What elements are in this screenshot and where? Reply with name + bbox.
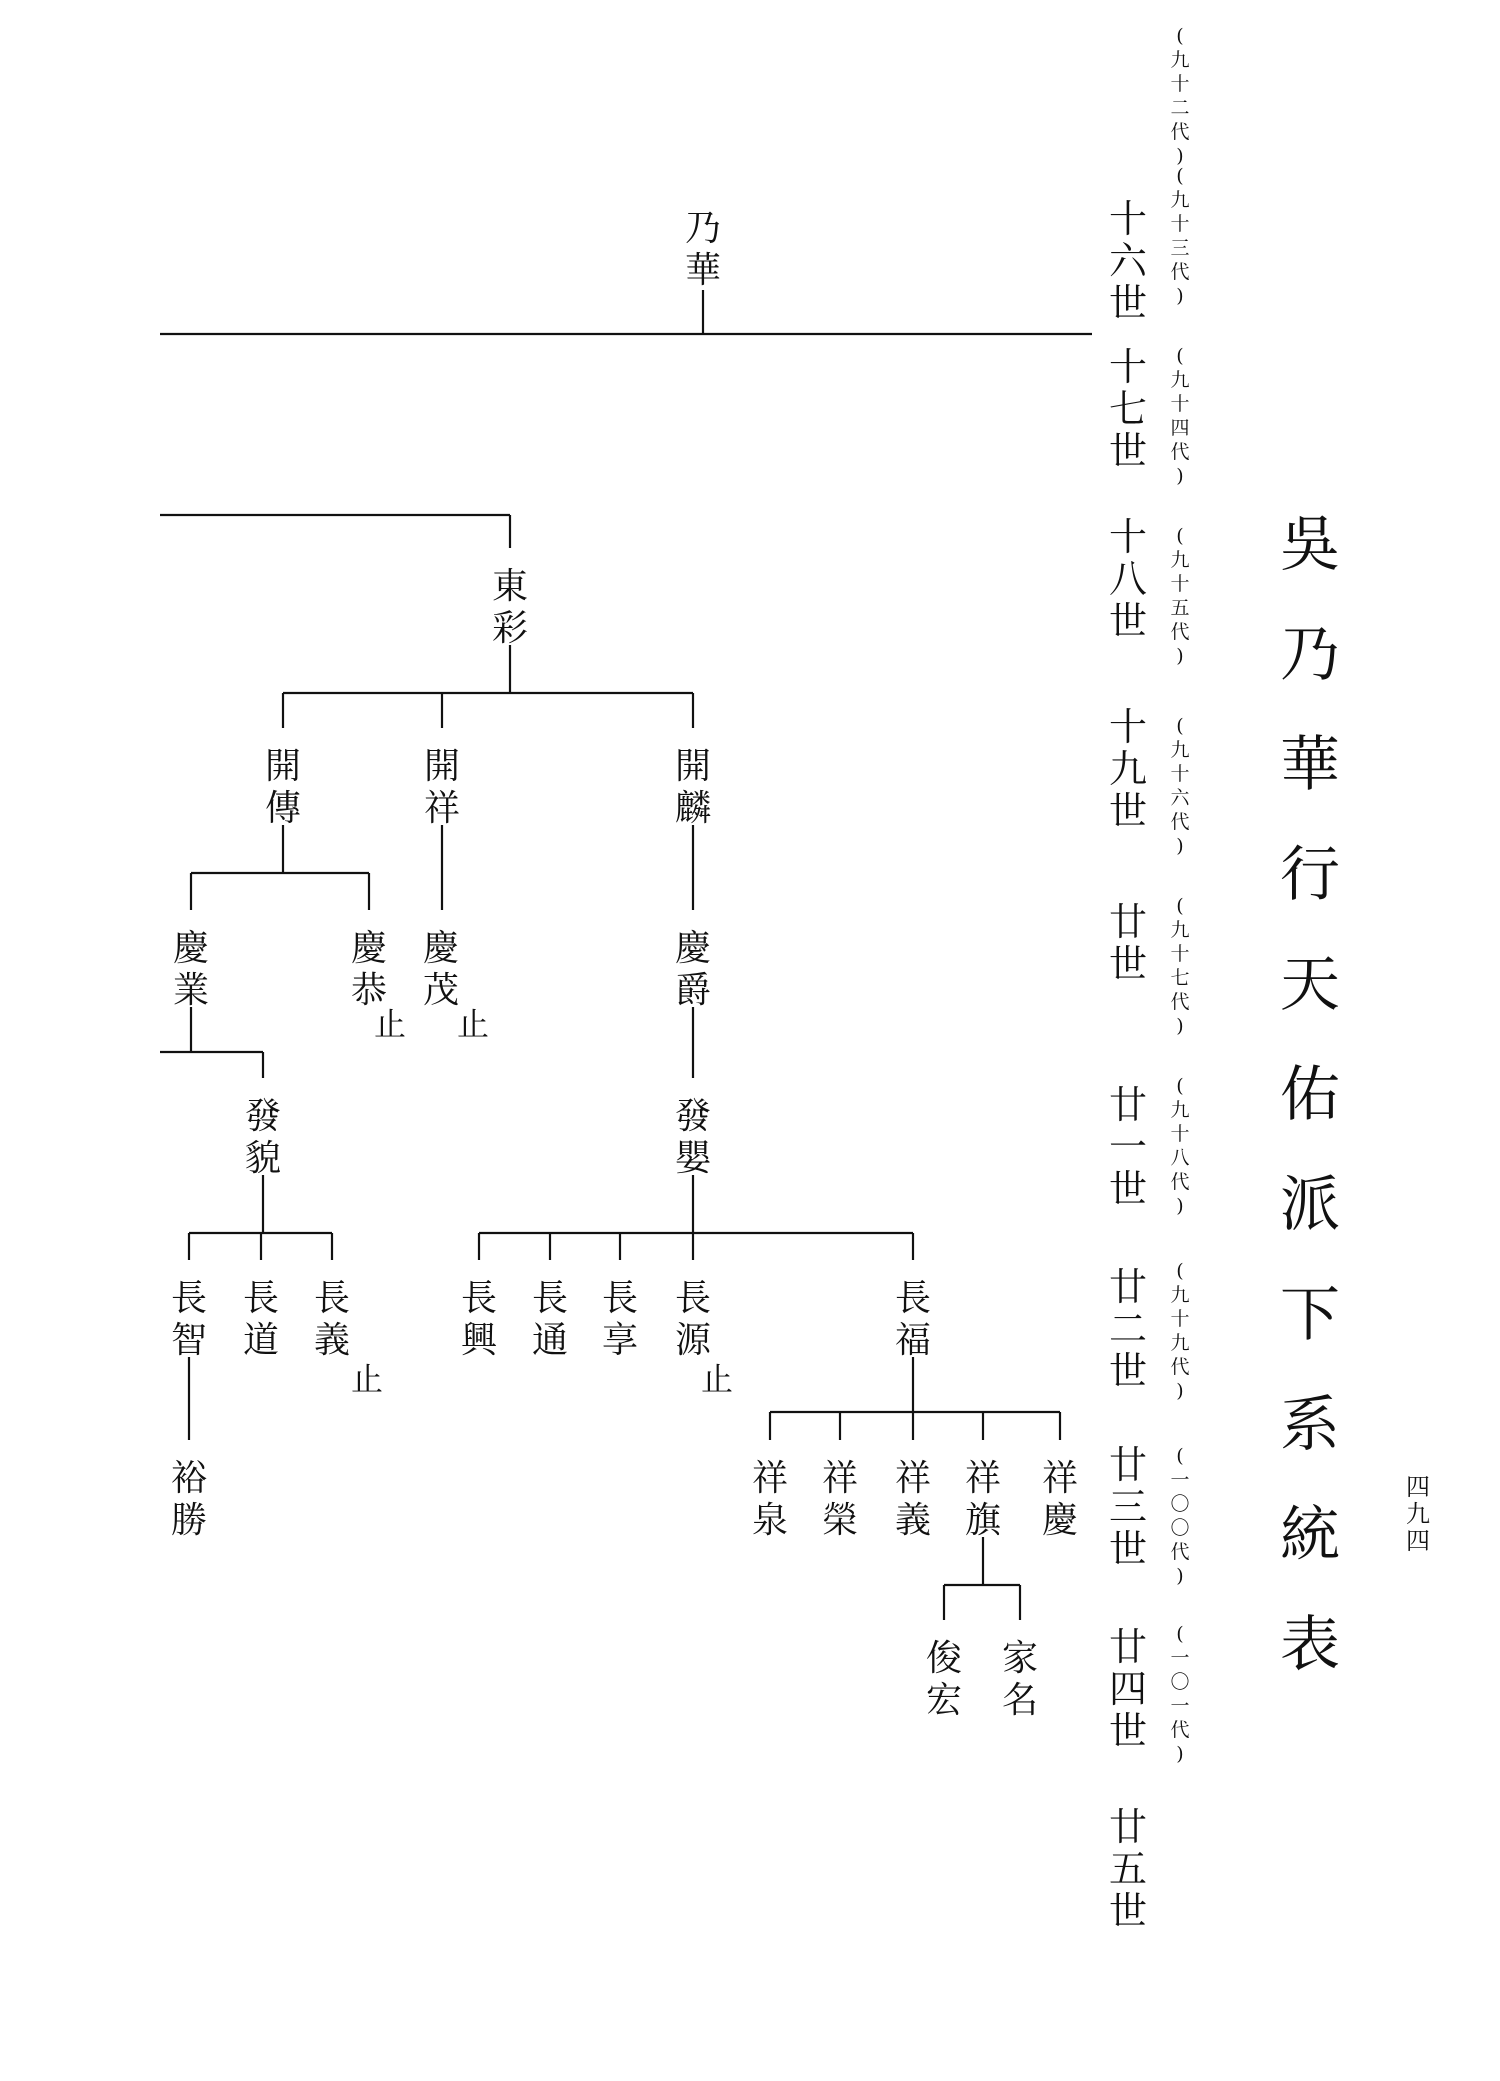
svg-text:祥旗: 祥旗 xyxy=(964,1458,1002,1541)
person-kai-lin xyxy=(675,746,711,829)
svg-text:慶爵: 慶爵 xyxy=(674,928,712,1011)
svg-text:開祥: 開祥 xyxy=(423,746,461,829)
svg-text:吳乃華行天佑派下系統表: 吳乃華行天佑派下系統表 xyxy=(1280,510,1340,1680)
person-kai-chuan xyxy=(265,746,301,829)
generation-label xyxy=(1109,1265,1147,1393)
generation-label xyxy=(1109,1083,1147,1211)
svg-text:發嬰: 發嬰 xyxy=(674,1096,712,1179)
person-chang-heng xyxy=(602,1278,638,1361)
svg-text:(九十七代): (九十七代) xyxy=(1170,895,1190,1037)
svg-text:廿五世: 廿五世 xyxy=(1108,1805,1148,1933)
stop-mark: 止 xyxy=(350,1360,384,1398)
svg-text:長通: 長通 xyxy=(531,1278,569,1361)
svg-text:十八世: 十八世 xyxy=(1108,515,1148,643)
svg-text:長享: 長享 xyxy=(601,1278,639,1361)
person-fa-mao xyxy=(245,1096,281,1179)
svg-text:(一〇一代): (一〇一代) xyxy=(1170,1623,1190,1765)
person-qing-ye xyxy=(173,928,209,1011)
family-tree xyxy=(171,208,1078,1721)
svg-text:長道: 長道 xyxy=(242,1278,280,1361)
person-jun-hong xyxy=(926,1638,962,1721)
svg-text:裕勝: 裕勝 xyxy=(170,1458,208,1541)
svg-text:十七世: 十七世 xyxy=(1108,345,1148,473)
person-nai-hua xyxy=(685,208,721,291)
svg-text:祥泉: 祥泉 xyxy=(751,1458,789,1541)
svg-text:祥義: 祥義 xyxy=(894,1458,932,1541)
generation-label xyxy=(1109,515,1147,643)
person-chang-yi xyxy=(314,1278,350,1361)
svg-text:十六世: 十六世 xyxy=(1108,197,1148,325)
generation-label xyxy=(1109,705,1147,833)
generation-dai xyxy=(1170,895,1189,1037)
generation-dai xyxy=(1170,715,1190,857)
svg-text:四九四: 四九四 xyxy=(1406,1473,1430,1555)
generation-dai xyxy=(1170,345,1189,487)
svg-text:祥榮: 祥榮 xyxy=(821,1458,859,1541)
generation-column xyxy=(1109,25,1191,1933)
generation-label xyxy=(1109,1625,1147,1753)
generation-label xyxy=(1109,1443,1147,1571)
person-xiang-qi xyxy=(965,1458,1001,1541)
person-chang-zhi xyxy=(171,1278,207,1361)
page-title xyxy=(1280,510,1340,1680)
svg-text:長義: 長義 xyxy=(313,1278,351,1361)
generation-label xyxy=(1109,345,1147,473)
generation-dai xyxy=(1170,525,1189,667)
person-chang-tong xyxy=(532,1278,568,1361)
generation-dai xyxy=(1170,1075,1189,1217)
generation-label xyxy=(1109,197,1148,325)
person-qing-gong xyxy=(351,928,387,1011)
person-fa-ying xyxy=(675,1096,712,1179)
person-yu-sheng xyxy=(171,1458,207,1541)
svg-text:廿二世: 廿二世 xyxy=(1108,1265,1148,1393)
svg-text:長智: 長智 xyxy=(170,1278,208,1361)
svg-text:東彩: 東彩 xyxy=(491,566,529,649)
page-number xyxy=(1406,1473,1430,1555)
generation-dai xyxy=(1170,1623,1189,1765)
svg-text:開傳: 開傳 xyxy=(264,746,302,829)
person-chang-xing xyxy=(461,1278,499,1361)
svg-text:乃華: 乃華 xyxy=(684,208,722,291)
svg-text:(九十六代): (九十六代) xyxy=(1170,715,1190,857)
person-xiang-qing xyxy=(1042,1458,1078,1541)
svg-text:(九十四代): (九十四代) xyxy=(1170,345,1190,487)
svg-text:家名: 家名 xyxy=(1001,1638,1039,1721)
svg-text:(九十三代): (九十三代) xyxy=(1170,165,1190,307)
svg-text:(九十八代): (九十八代) xyxy=(1170,1075,1190,1217)
person-kai-xiang xyxy=(424,746,460,829)
svg-text:長源: 長源 xyxy=(674,1278,712,1361)
person-xiang-yi xyxy=(895,1458,931,1541)
generation-label xyxy=(1109,900,1147,986)
svg-text:廿一世: 廿一世 xyxy=(1108,1083,1148,1211)
svg-text:開麟: 開麟 xyxy=(674,746,712,829)
svg-text:長興: 長興 xyxy=(460,1278,498,1361)
generation-dai xyxy=(1170,1445,1189,1587)
generation-dai xyxy=(1170,25,1189,167)
svg-text:慶恭: 慶恭 xyxy=(350,928,388,1011)
person-qing-jue xyxy=(675,928,711,1011)
generation-dai xyxy=(1170,165,1189,307)
person-qing-mao xyxy=(423,928,459,1011)
svg-text:慶茂: 慶茂 xyxy=(422,928,460,1011)
svg-text:廿世: 廿世 xyxy=(1108,900,1148,986)
stop-mark: 止 xyxy=(456,1005,490,1043)
person-chang-fu xyxy=(895,1278,931,1361)
svg-text:(九十九代): (九十九代) xyxy=(1170,1260,1190,1402)
stop-mark: 止 xyxy=(373,1005,407,1043)
svg-text:廿三世: 廿三世 xyxy=(1108,1443,1148,1571)
generation-dai xyxy=(1170,1260,1189,1402)
stop-mark: 止 xyxy=(700,1360,734,1398)
title-text xyxy=(1280,510,1340,1680)
person-xiang-quan xyxy=(752,1458,788,1541)
svg-text:(九十五代): (九十五代) xyxy=(1170,525,1190,667)
person-xiang-rong xyxy=(822,1458,858,1541)
person-dong-cai xyxy=(492,566,528,649)
svg-text:十九世: 十九世 xyxy=(1108,705,1148,833)
svg-text:俊宏: 俊宏 xyxy=(925,1638,963,1721)
page-number-text xyxy=(1406,1473,1430,1555)
generation-label xyxy=(1109,1805,1147,1933)
svg-text:發貌: 發貌 xyxy=(244,1096,282,1179)
svg-text:祥慶: 祥慶 xyxy=(1041,1458,1079,1541)
svg-text:(一〇〇代): (一〇〇代) xyxy=(1170,1445,1190,1587)
person-chang-dao xyxy=(243,1278,279,1361)
svg-text:(九十二代): (九十二代) xyxy=(1170,25,1190,167)
svg-text:慶業: 慶業 xyxy=(172,928,210,1011)
svg-text:長福: 長福 xyxy=(894,1278,932,1361)
person-jia-ming xyxy=(1002,1638,1038,1721)
person-chang-yuan xyxy=(675,1278,712,1361)
connector-lines xyxy=(160,290,1092,1620)
svg-text:廿四世: 廿四世 xyxy=(1108,1625,1148,1753)
